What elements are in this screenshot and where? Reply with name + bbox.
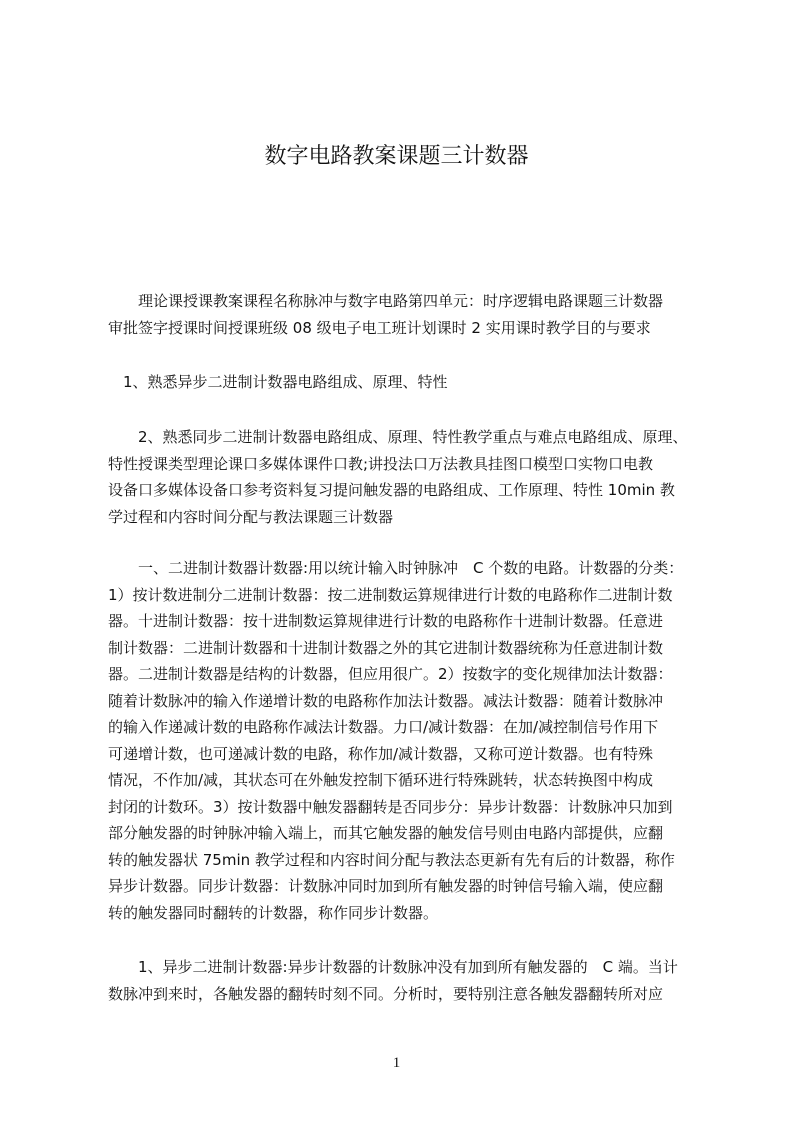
paragraph-line: 器。十进制计数器：按十进制数运算规律进行计数的电路称作十进制计数器。任意进	[108, 612, 664, 630]
paragraph-line: 数脉冲到来时，各触发器的翻转时刻不同。分析时，要特别注意各触发器翻转所对应	[108, 984, 664, 1003]
paragraph-line: 1、异步二进制计数器:异步计数器的计数脉冲没有加到所有触发器的 C 端。当计	[108, 958, 678, 976]
paragraph-line: 转的触发器同时翻转的计数器，称作同步计数器。	[108, 903, 439, 922]
document-title: 数字电路教案课题三计数器	[264, 144, 529, 169]
paragraph-line: 器。二进制计数器是结构的计数器，但应用很广。2）按数字的变化规律加法计数器：	[108, 665, 673, 683]
paragraph-line: 情况，不作加/减，其状态可在外触发控制下循环进行特殊跳转，状态转换图中构成	[108, 771, 654, 789]
paragraph-line: 1）按计数进制分二进制计数器：按二进制数运算规律进行计数的电路称作二进制计数	[108, 585, 673, 604]
paragraph-line: 转的触发器状 75min 教学过程和内容时间分配与教法态更新有先有后的计数器，称作	[108, 850, 675, 869]
paragraph-line: 部分触发器的时钟脉冲输入端上，而其它触发器的触发信号则由电路内部提供，应翻	[108, 824, 664, 842]
paragraph-line: 设备口多媒体设备口参考资料复习提问触发器的电路组成、工作原理、特性 10min 教	[108, 481, 675, 499]
paragraph-line: 可递增计数，也可递减计数的电路，称作加/减计数器，又称可逆计数器。也有特殊	[108, 744, 654, 763]
paragraph-line: 理论课授课教案课程名称脉冲与数字电路第四单元：时序逻辑电路课题三计数器	[108, 292, 664, 310]
paragraph-line: 异步计数器。同步计数器：计数脉冲同时加到所有触发器的时钟信号输入端，使应翻	[108, 877, 664, 895]
paragraph-line: 审批签字授课时间授课班级 08 级电子电工班计划课时 2 实用课时教学目的与要求	[108, 318, 651, 337]
paragraph-line: 的输入作递减计数的电路称作减法计数器。力口/减计数器：在加/减控制信号作用下	[108, 718, 659, 736]
paragraph-line: 学过程和内容时间分配与教法课题三计数器	[108, 507, 394, 526]
paragraph-line: 一、二进制计数器计数器:用以统计输入时钟脉冲 C 个数的电路。计数器的分类：	[108, 559, 684, 577]
paragraph-line: 1、熟悉异步二进制计数器电路组成、原理、特性	[108, 373, 448, 391]
paragraph-line: 制计数器：二进制计数器和十进制计数器之外的其它进制计数器统称为任意进制计数	[108, 638, 664, 657]
paragraph-line: 2、熟悉同步二进制计数器电路组成、原理、特性教学重点与难点电路组成、原理、	[108, 428, 688, 446]
paragraph-line: 特性授课类型理论课口多媒体课件口教;讲投法口万法教具挂图口模型口实物口电教	[108, 454, 654, 473]
paragraph-line: 封闭的计数环。3）按计数器中触发器翻转是否同步分：异步计数器：计数脉冲只加到	[108, 797, 673, 816]
page-number: 1	[392, 1055, 401, 1071]
paragraph-line: 随着计数脉冲的输入作递增计数的电路称作加法计数器。减法计数器：随着计数脉冲	[108, 691, 664, 710]
